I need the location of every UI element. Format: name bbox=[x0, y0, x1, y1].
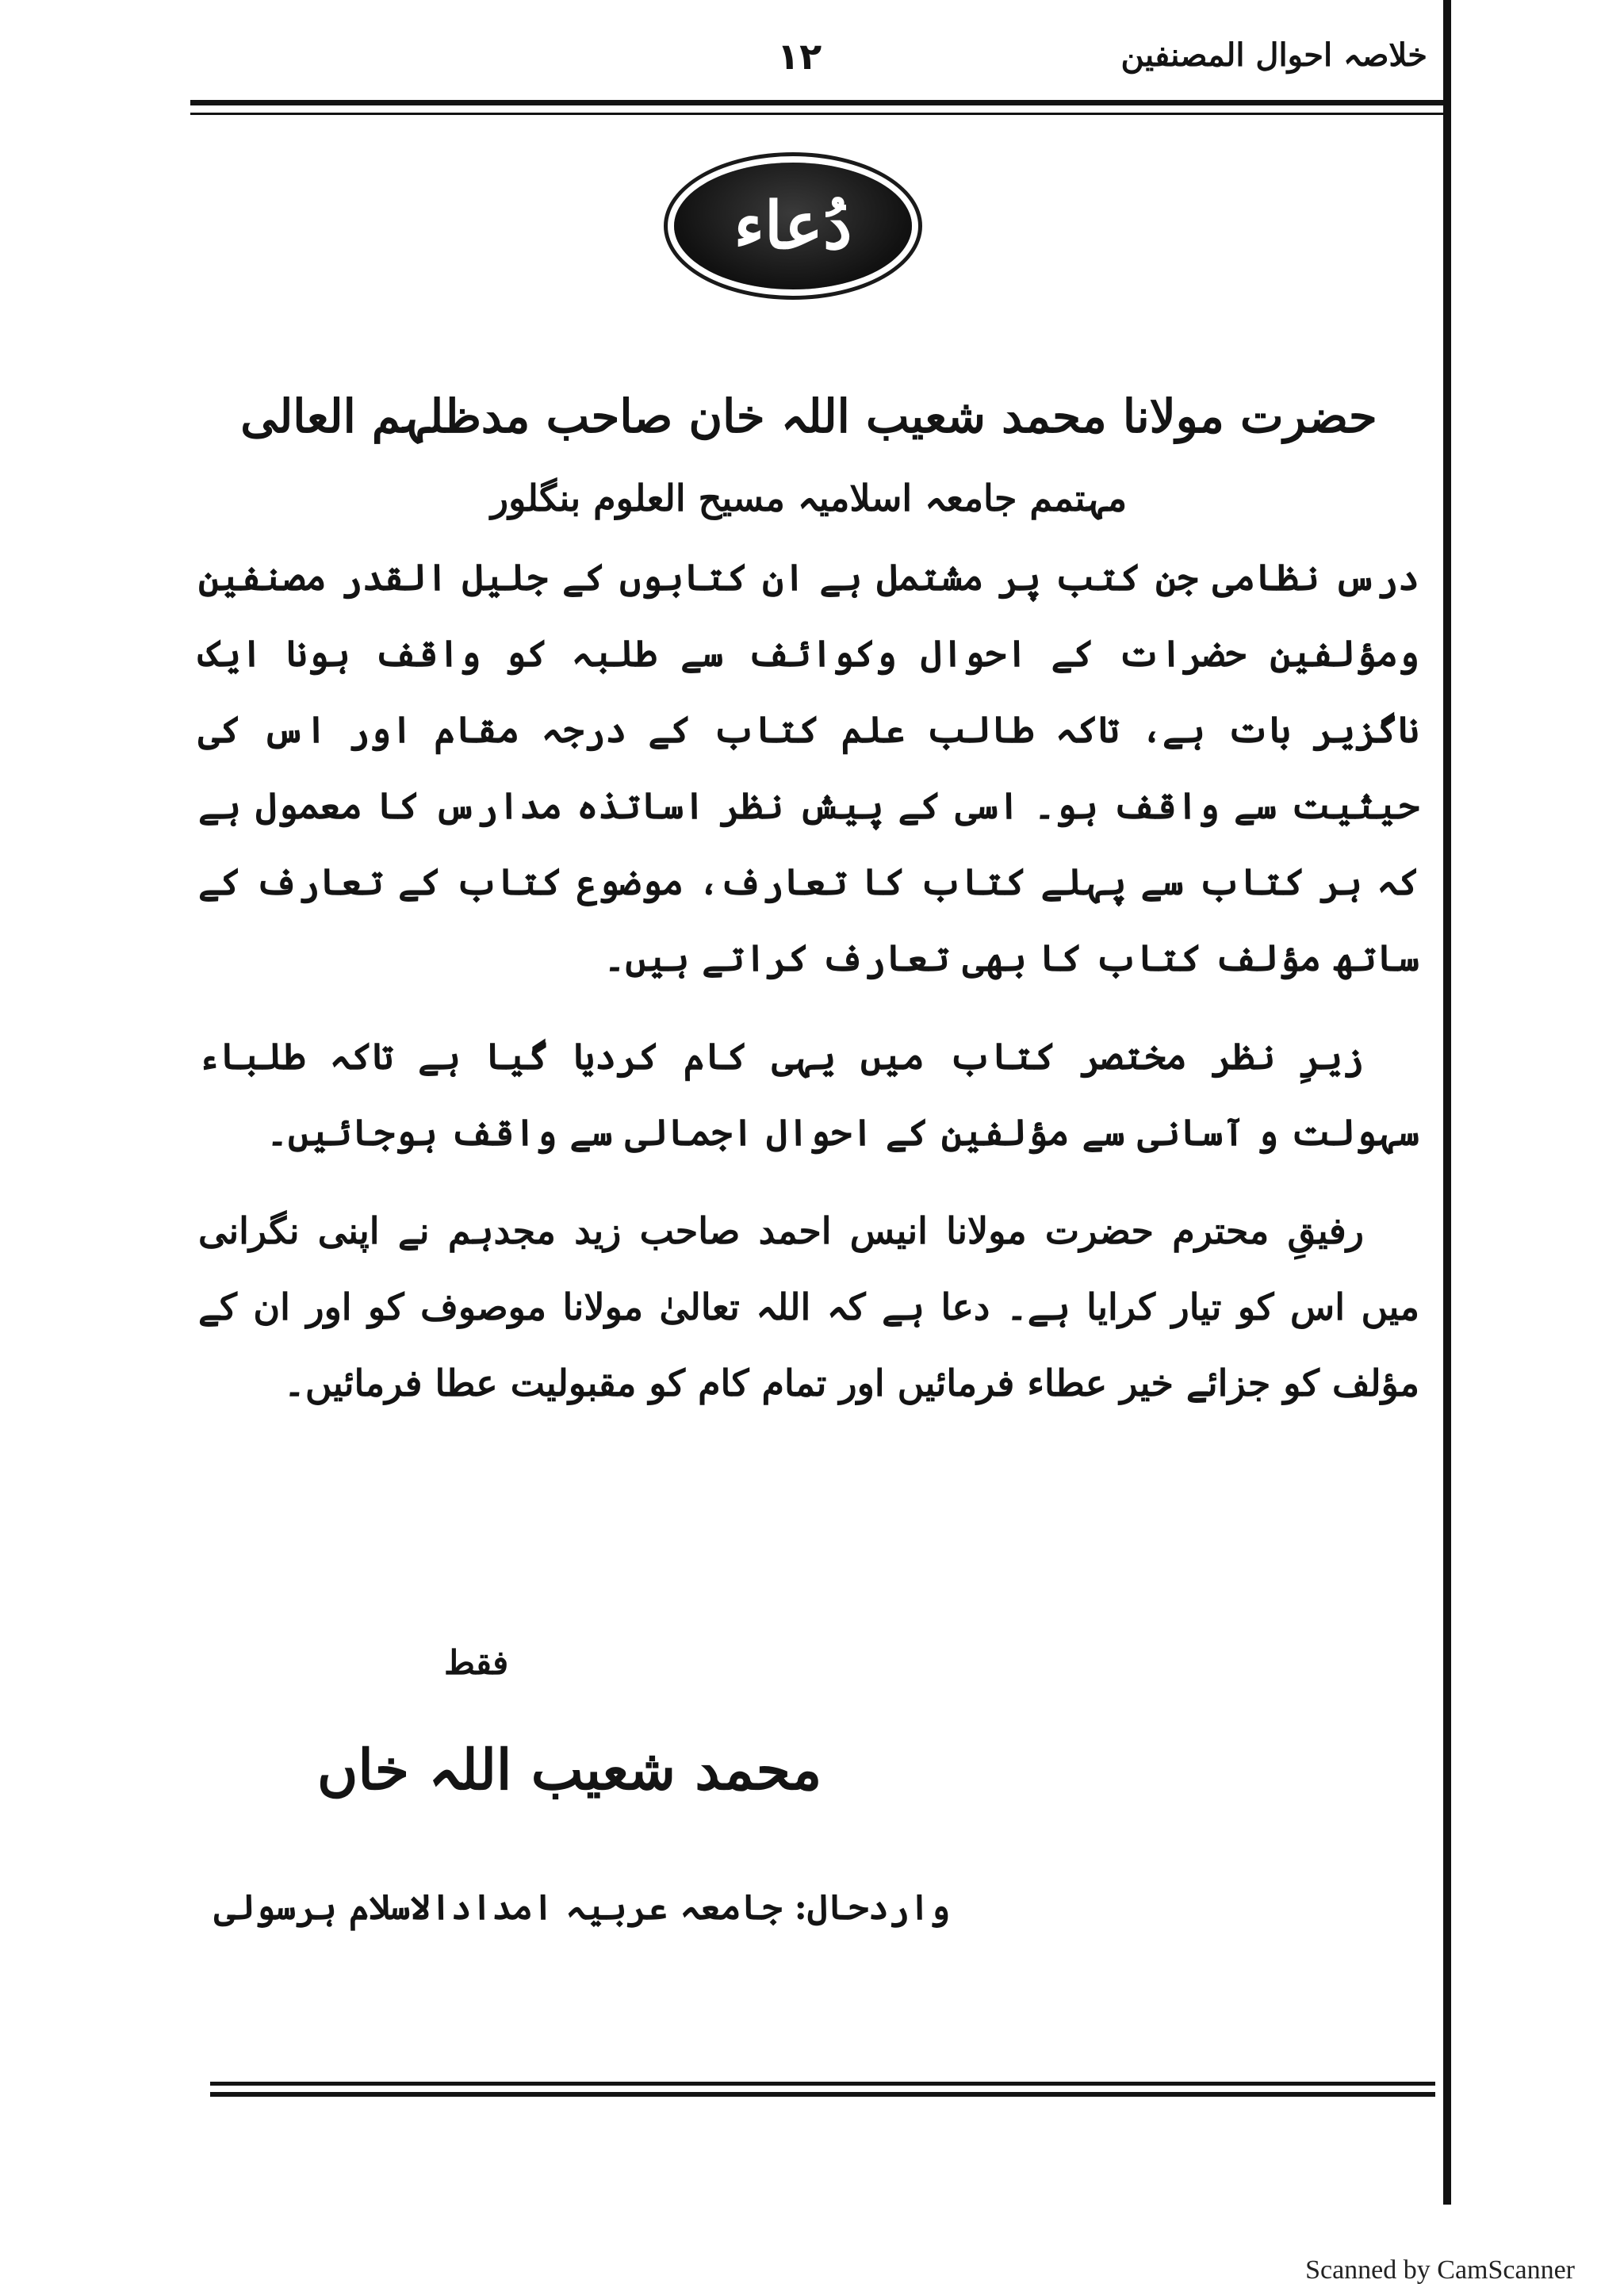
paragraph-intro: درس نظامی جن کتب پر مشتمل ہے ان کتابوں کے جلیل القدر مصنفین ومؤلفین حضرات کے احوال وکوائف سے طلبہ کو واقف ہونا ایک ناگزیر بات ہے، تاکہ طالب علم کتاب کے درجہ مقام اور اس کی حیثیت سے واقف ہو۔ اسی کے پیش نظر اساتذہ مدارس کا معمول ہے کہ ہر کتاب سے پہلے کتاب کا تعارف، موضوع کتاب کے تعارف کے ساتھ مؤلف کتاب کا بھی تعارف کراتے ہیں۔ bbox=[198, 556, 1419, 979]
footer-rule-thick bbox=[210, 2092, 1435, 2097]
paragraph-purpose: زیرِ نظر مختصر کتاب میں یہی کام کردیا گیا ہے تاکہ طلباء سہولت و آسانی سے مؤلفین کے احوال اجمالی سے واقف ہوجائیں۔ bbox=[198, 1035, 1419, 1154]
paragraph-prayer: رفیقِ محترم حضرت مولانا انیس احمد صاحب زید مجدہم نے اپنی نگرانی میں اس کو تیار کرایا ہے۔ دعا ہے کہ اللہ تعالیٰ مولانا موصوف کو اور ان کے مؤلف کو جزائے خیر عطاء فرمائیں اور تمام کام کو مقبولیت عطا فرمائیں۔ bbox=[198, 1209, 1419, 1404]
footer-rule-thin bbox=[210, 2082, 1435, 2086]
page-border-line bbox=[1443, 0, 1451, 2205]
page-number: ۱۲ bbox=[777, 35, 822, 78]
dua-heading-badge bbox=[674, 163, 912, 289]
running-title: خلاصہ احوال المصنفین bbox=[1120, 36, 1427, 74]
author-name: حضرت مولانا محمد شعیب اللہ خان صاحب مدظلہم العالی bbox=[240, 389, 1377, 443]
dua-heading-label: دُعاء bbox=[733, 188, 852, 264]
header-rule-thin bbox=[190, 113, 1443, 115]
author-role: مہتمم جامعہ اسلامیہ مسیح العلوم بنگلور bbox=[490, 477, 1128, 519]
header-rule-thick bbox=[190, 100, 1443, 105]
scanner-watermark: Scanned by CamScanner bbox=[1305, 2255, 1575, 2285]
main-content bbox=[198, 381, 1419, 1443]
page-header bbox=[190, 24, 1427, 87]
signature-name: محمد شعیب اللہ خاں bbox=[317, 1737, 822, 1803]
closing-word: فقط bbox=[444, 1643, 509, 1682]
present-address: واردحال: جامعہ عربیہ امدادالاسلام ہرسولی bbox=[214, 1887, 951, 1928]
